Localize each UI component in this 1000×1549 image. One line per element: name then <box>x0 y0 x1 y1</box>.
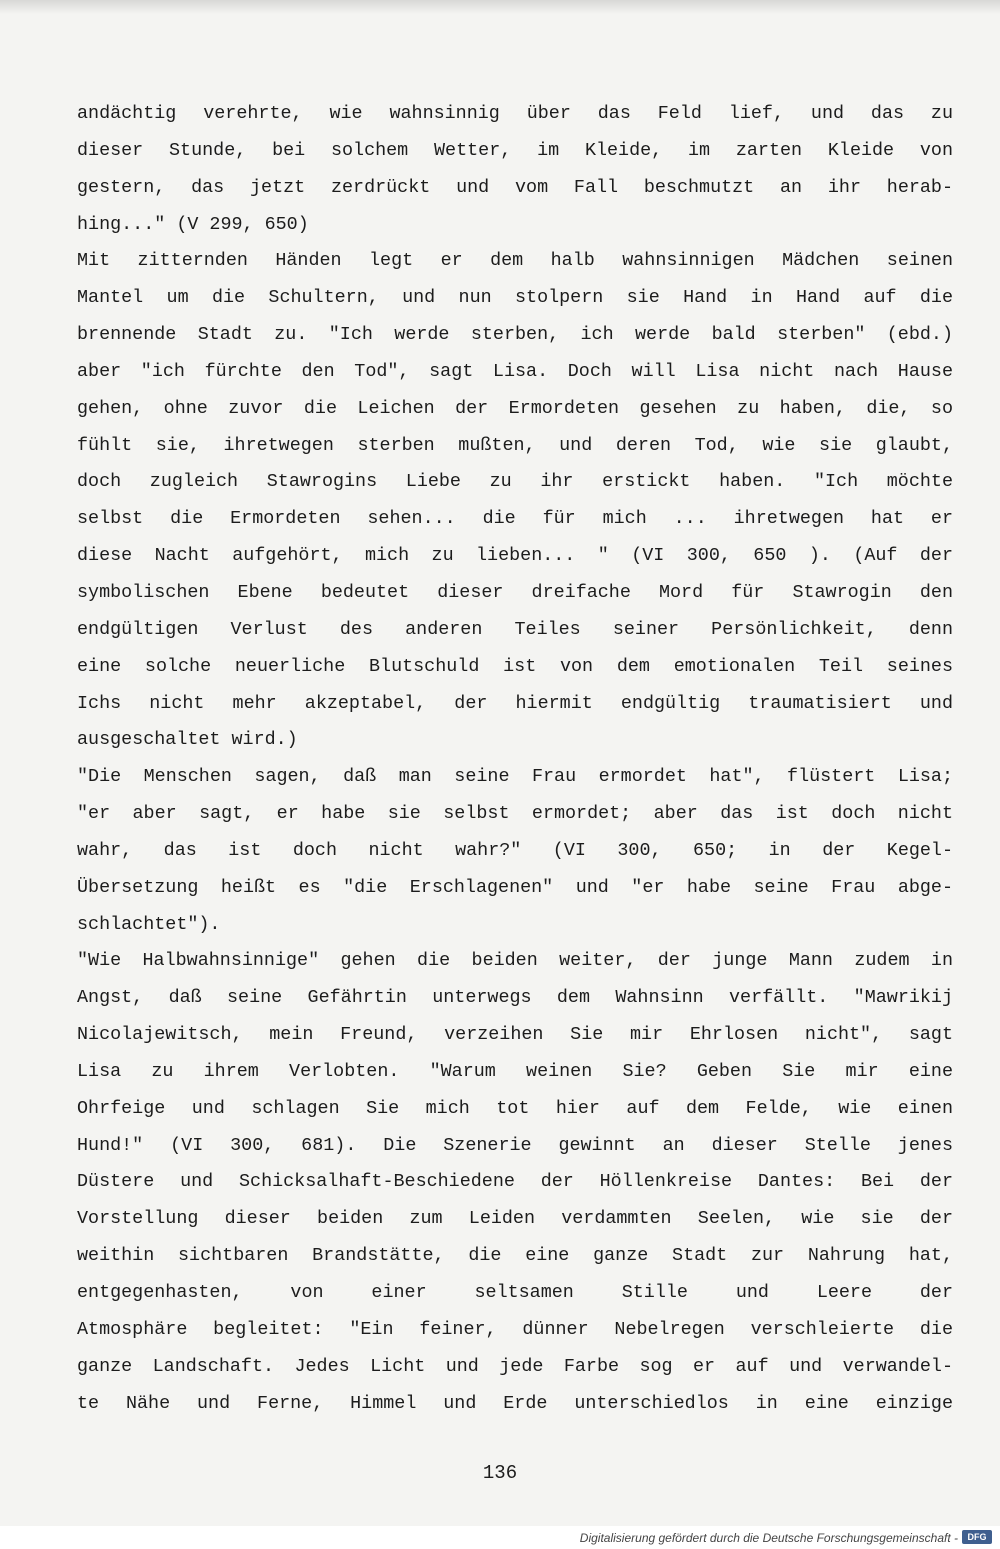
text-line: Vorstellung dieser beiden zum Leiden verdammten Seelen, wie sie der <box>77 1208 953 1230</box>
text-line: symbolischen Ebene bedeutet dieser dreifache Mord für Stawrogin den <box>77 581 953 603</box>
footer-bar <box>0 1526 1000 1549</box>
text-line: gehen, ohne zuvor die Leichen der Ermordeten gesehen zu haben, die, so <box>77 397 953 419</box>
text-line: gestern, das jetzt zerdrückt und vom Fall beschmutzt an ihr herab- <box>77 176 953 198</box>
text-line: wahr, das ist doch nicht wahr?" (VI 300, 650; in der Kegel- <box>77 839 953 861</box>
text-line: andächtig verehrte, wie wahnsinnig über das Feld lief, und das zu <box>77 103 953 124</box>
text-line: "er aber sagt, er habe sie selbst ermordet; aber das ist doch nicht <box>77 803 953 825</box>
text-line: dieser Stunde, bei solchem Wetter, im Kleide, im zarten Kleide von <box>77 139 953 161</box>
text-line: ganze Landschaft. Jedes Licht und jede Farbe sog er auf und verwandel- <box>77 1355 953 1377</box>
text-line: Lisa zu ihrem Verlobten. "Warum weinen Sie? Geben Sie mir eine <box>77 1060 953 1082</box>
text-line: Ichs nicht mehr akzeptabel, der hiermit endgültig traumatisiert und <box>77 692 953 714</box>
text-line: doch zugleich Stawrogins Liebe zu ihr erstickt haben. "Ich möchte <box>77 471 953 493</box>
text-line: diese Nacht aufgehört, mich zu lieben... " (VI 300, 650 ). (Auf der <box>77 545 953 567</box>
text-line: Düstere und Schicksalhaft-Beschiedene der Höllenkreise Dantes: Bei der <box>77 1171 953 1193</box>
text-line: selbst die Ermordeten sehen... die für mich ... ihretwegen hat er <box>77 508 953 530</box>
text-line: Atmosphäre begleitet: "Ein feiner, dünner Nebelregen verschleierte die <box>77 1318 953 1340</box>
text-line: eine solche neuerliche Blutschuld ist von dem emotionalen Teil seines <box>77 655 953 677</box>
text-line: te Nähe und Ferne, Himmel und Erde unterschiedlos in eine einzige <box>77 1392 953 1414</box>
text-line: aber "ich fürchte den Tod", sagt Lisa. Doch will Lisa nicht nach Hause <box>77 360 953 382</box>
page-number: 136 <box>482 1462 518 1484</box>
funding-note: Digitalisierung gefördert durch die Deutsche Forschungsgemeinschaft - <box>579 1531 958 1545</box>
dfg-logo-icon: DFG <box>962 1530 992 1544</box>
text-line: Übersetzung heißt es "die Erschlagenen" und "er habe seine Frau abge- <box>77 876 953 898</box>
text-line: "Die Menschen sagen, daß man seine Frau ermordet hat", flüstert Lisa; <box>77 766 953 788</box>
text-line: hing..." (V 299, 650) <box>77 213 309 235</box>
text-line: Mantel um die Schultern, und nun stolpern sie Hand in Hand auf die <box>77 287 953 309</box>
text-line: Ohrfeige und schlagen Sie mich tot hier auf dem Felde, wie einen <box>77 1097 953 1119</box>
text-line: Hund!" (VI 300, 681). Die Szenerie gewinnt an dieser Stelle jenes <box>77 1134 953 1156</box>
body-text <box>77 96 953 1422</box>
text-line: endgültigen Verlust des anderen Teiles seiner Persönlichkeit, denn <box>77 618 953 640</box>
text-line: brennende Stadt zu. "Ich werde sterben, ich werde bald sterben" (ebd.) <box>77 324 953 346</box>
text-line: Mit zitternden Händen legt er dem halb wahnsinnigen Mädchen seinen <box>77 250 953 272</box>
text-line: Angst, daß seine Gefährtin unterwegs dem Wahnsinn verfällt. "Mawrikij <box>77 987 953 1009</box>
text-line: schlachtet"). <box>77 913 221 935</box>
text-line: "Wie Halbwahnsinnige" gehen die beiden weiter, der junge Mann zudem in <box>77 950 953 972</box>
text-line: fühlt sie, ihretwegen sterben mußten, und deren Tod, wie sie glaubt, <box>77 434 953 456</box>
text-line: weithin sichtbaren Brandstätte, die eine ganze Stadt zur Nahrung hat, <box>77 1245 953 1267</box>
text-line: ausgeschaltet wird.) <box>77 729 298 751</box>
scan-edge-shadow <box>0 0 1000 14</box>
text-line: Nicolajewitsch, mein Freund, verzeihen Sie mir Ehrlosen nicht", sagt <box>77 1024 953 1046</box>
text-line: entgegenhasten, von einer seltsamen Stille und Leere der <box>77 1282 953 1303</box>
